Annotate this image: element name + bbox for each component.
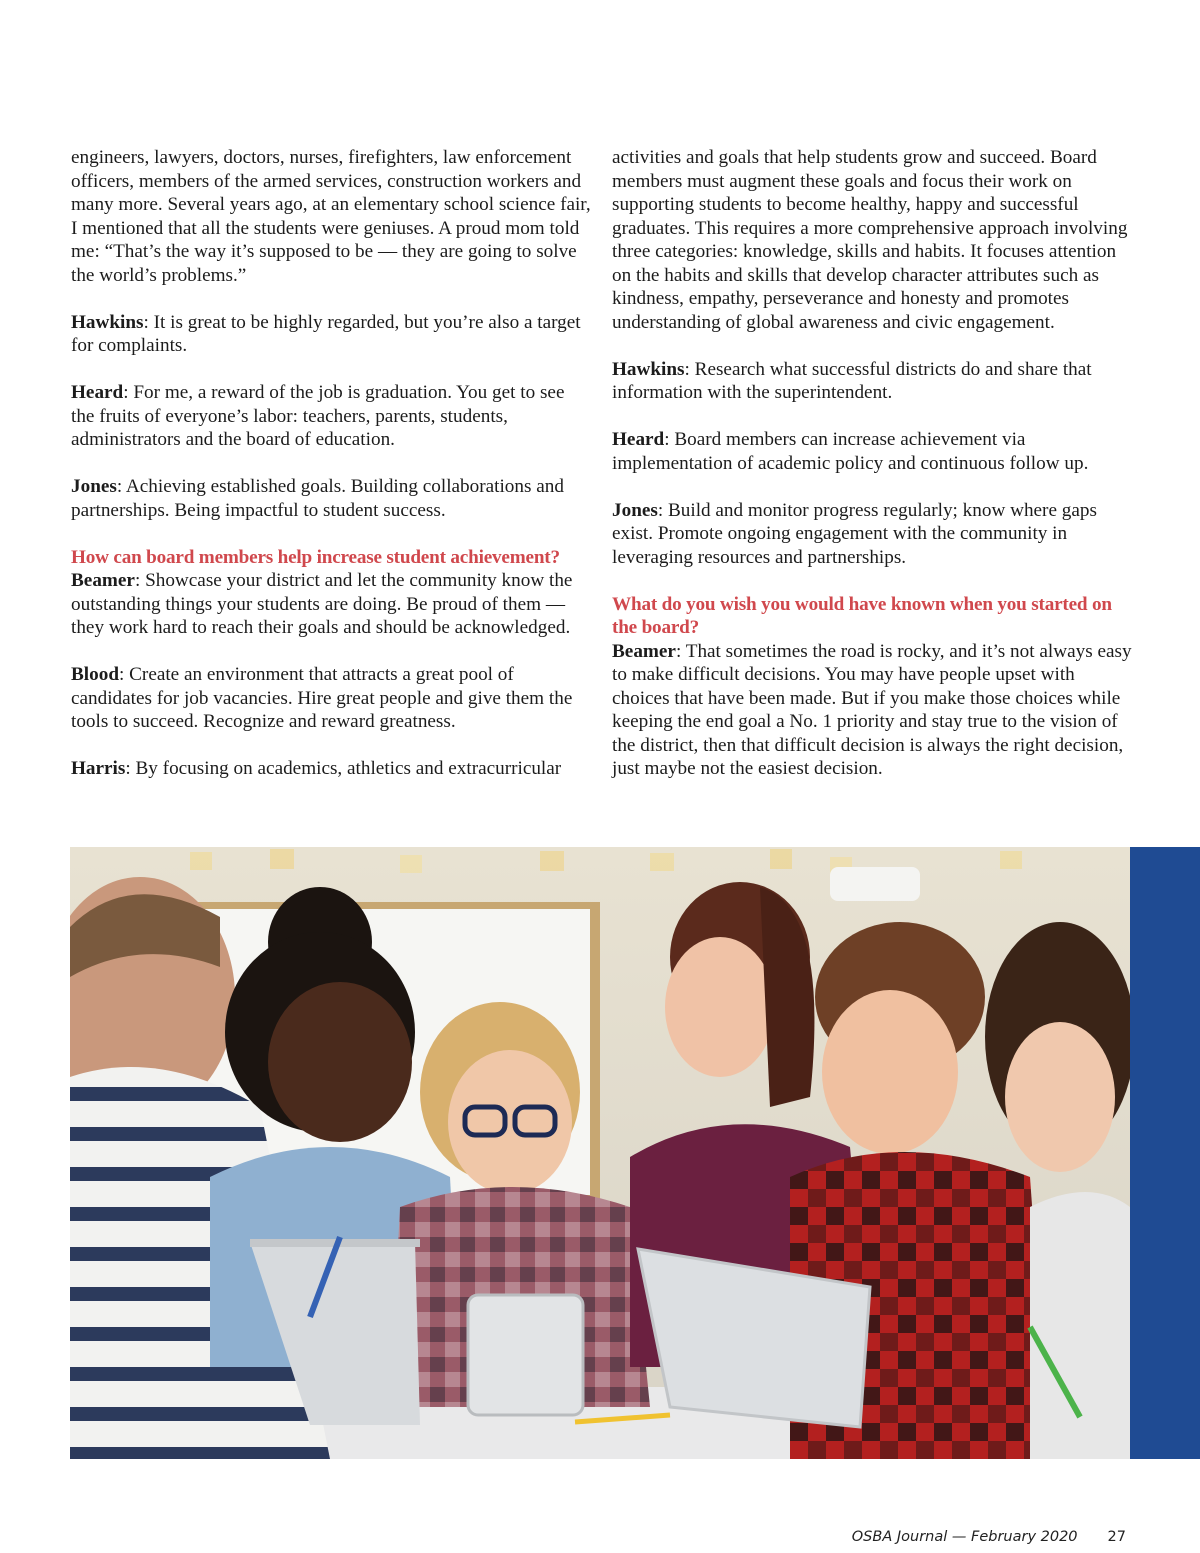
speaker-name: Beamer <box>612 640 676 662</box>
speaker-name: Heard <box>71 382 124 403</box>
speaker-name: Blood <box>71 664 119 685</box>
question-heading: How can board members help increase student achievement? <box>71 546 560 568</box>
answer-text: : Create an environment that attracts a great pool of candidates for job vacancies. Hire great people and give them the tools to succeed. Recognize and reward greatness. <box>71 664 573 732</box>
page-footer <box>852 1529 1126 1545</box>
answer-text: : By focusing on academics, athletics and extracurricular <box>125 758 562 779</box>
speaker-name: Jones <box>612 499 658 521</box>
answer-text: : Showcase your district and let the community know the outstanding things your students are doing. Be proud of them — they work hard to reach their goals and should be acknowledged. <box>71 570 573 638</box>
answer-text: : Board members can increase achievement via implementation of academic policy and continuous follow up. <box>612 429 1089 474</box>
speaker-name: Hawkins <box>612 358 685 380</box>
paragraph <box>612 428 1132 475</box>
paragraph <box>71 475 591 522</box>
right-column <box>612 146 1132 804</box>
answer-text: : Research what successful districts do and share that information with the superintendent. <box>612 358 1092 403</box>
page-number: 27 <box>1107 1529 1126 1545</box>
speaker-name: Beamer <box>71 570 135 591</box>
speaker-name: Harris <box>71 758 126 779</box>
paragraph <box>612 358 1132 405</box>
speaker-name: Heard <box>612 429 665 450</box>
left-column <box>71 146 591 804</box>
paragraph: activities and goals that help students grow and succeed. Board members must augment these goals and focus their work on supporting students to become healthy, happy and successful graduates. This requires a more comprehensive approach involving three categories: knowledge, skills and habits. It focuses attention on the habits and skills that develop character attributes such as kindness, empathy, perseverance and honesty and promotes understanding of global awareness and civic engagement. <box>612 147 1128 333</box>
answer-text: : Achieving established goals. Building collaborations and partnerships. Being impactful to student success. <box>71 476 564 521</box>
paragraph <box>612 499 1132 570</box>
answer-text: : That sometimes the road is rocky, and it’s not always easy to make difficult decisions. You may have people upset with choices that have been made. But if you make those choices while keeping the end goal a No. 1 priority and stay true to the vision of the district, then that difficult decision is always the right decision, just maybe not the easiest decision. <box>612 640 1132 779</box>
paragraph <box>71 569 591 640</box>
speaker-name: Jones <box>71 476 117 497</box>
accent-bar <box>1130 847 1200 1459</box>
paragraph <box>71 663 591 734</box>
answer-text: : For me, a reward of the job is graduation. You get to see the fruits of everyone’s labor: teachers, parents, students, administrators and the board of education. <box>71 382 565 450</box>
answer-text: : Build and monitor progress regularly; know where gaps exist. Promote ongoing engagement with the community in leveraging resources and partnerships. <box>612 499 1097 568</box>
paragraph <box>612 640 1132 781</box>
paragraph <box>71 311 591 358</box>
classroom-photo <box>70 847 1130 1459</box>
question-heading: What do you wish you would have known when you started on the board? <box>612 593 1112 638</box>
publication-title: OSBA Journal — February 2020 <box>851 1529 1078 1545</box>
speaker-name: Hawkins <box>71 311 144 333</box>
paragraph: engineers, lawyers, doctors, nurses, firefighters, law enforcement officers, members of the armed services, construction workers and many more. Several years ago, at an elementary school science fair, I mentioned that all the students were geniuses. A proud mom told me: “That’s the way it’s supposed to be — they are going to solve the world’s problems.” <box>71 147 591 286</box>
paragraph <box>71 381 591 452</box>
answer-text: : It is great to be highly regarded, but you’re also a target for complaints. <box>71 311 581 356</box>
students-with-tablets-illustration <box>70 847 1130 1459</box>
paragraph <box>71 757 591 781</box>
